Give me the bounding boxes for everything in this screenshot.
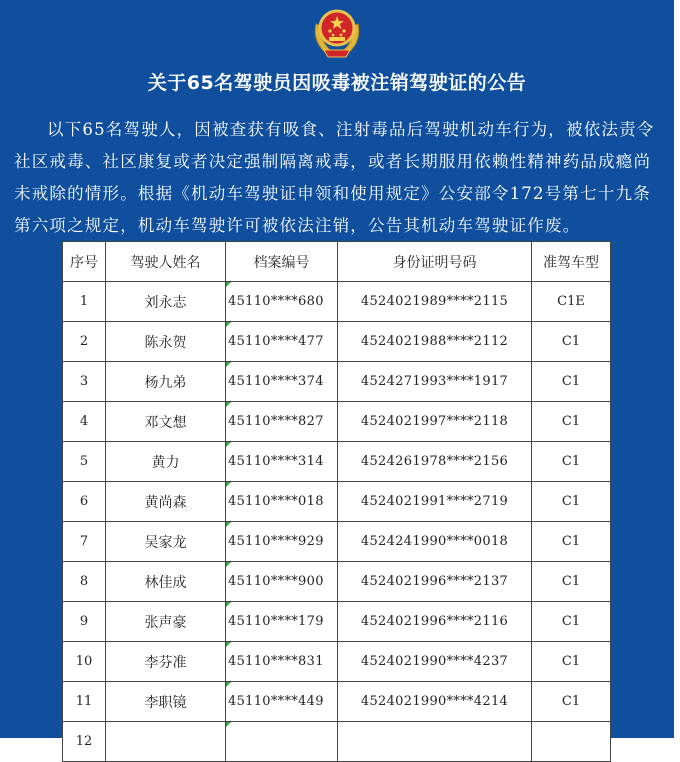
cell-name: 黄尚森: [106, 482, 226, 522]
cell-name: 陈永贺: [106, 322, 226, 362]
cell-file-no: [226, 722, 338, 762]
cell-seq: 1: [63, 282, 106, 322]
cell-seq: 10: [63, 642, 106, 682]
police-emblem-icon: [310, 4, 364, 60]
cell-id-no: 4524261978****2156: [338, 442, 532, 482]
table-row: [63, 642, 611, 682]
cell-name: 杨九弟: [106, 362, 226, 402]
cell-license-class: C1E: [532, 282, 611, 322]
cell-license-class: C1: [532, 682, 611, 722]
table-row: [63, 362, 611, 402]
cell-seq: 8: [63, 562, 106, 602]
table-row: [63, 322, 611, 362]
cell-name: 李芬准: [106, 642, 226, 682]
table-row: [63, 442, 611, 482]
cell-seq: 11: [63, 682, 106, 722]
table-row: [63, 722, 611, 762]
cell-license-class: C1: [532, 362, 611, 402]
table-row: [63, 562, 611, 602]
table-row: [63, 402, 611, 442]
header-seq: 序号: [63, 242, 106, 282]
cell-seq: 2: [63, 322, 106, 362]
cell-license-class: C1: [532, 482, 611, 522]
cell-id-no: 4524021996****2137: [338, 562, 532, 602]
cell-file-no: 45110****680: [226, 282, 338, 322]
header-id-no: 身份证明号码: [338, 242, 532, 282]
cell-license-class: C1: [532, 642, 611, 682]
cell-license-class: C1: [532, 402, 611, 442]
cell-license-class: C1: [532, 442, 611, 482]
cell-id-no: 4524021997****2118: [338, 402, 532, 442]
cell-id-no: 4524241990****0018: [338, 522, 532, 562]
cell-id-no: 4524021990****4237: [338, 642, 532, 682]
cell-seq: 3: [63, 362, 106, 402]
cell-license-class: C1: [532, 562, 611, 602]
cell-file-no: 45110****477: [226, 322, 338, 362]
cell-id-no: 4524271993****1917: [338, 362, 532, 402]
cell-file-no: 45110****314: [226, 442, 338, 482]
cell-seq: 4: [63, 402, 106, 442]
cell-file-no: 45110****831: [226, 642, 338, 682]
cell-id-no: 4524021988****2112: [338, 322, 532, 362]
cell-id-no: [338, 722, 532, 762]
cell-name: 李职镜: [106, 682, 226, 722]
cell-id-no: 4524021989****2115: [338, 282, 532, 322]
cell-id-no: 4524021996****2116: [338, 602, 532, 642]
table-row: [63, 602, 611, 642]
cell-name: 黄力: [106, 442, 226, 482]
cell-id-no: 4524021990****4214: [338, 682, 532, 722]
table-row: [63, 482, 611, 522]
drivers-table: [62, 241, 610, 762]
cell-license-class: [532, 722, 611, 762]
cell-license-class: C1: [532, 602, 611, 642]
cell-file-no: 45110****449: [226, 682, 338, 722]
table-row: [63, 282, 611, 322]
cell-file-no: 45110****900: [226, 562, 338, 602]
cell-name: 刘永志: [106, 282, 226, 322]
cell-file-no: 45110****018: [226, 482, 338, 522]
cell-seq: 6: [63, 482, 106, 522]
notice-title: 关于65名驾驶员因吸毒被注销驾驶证的公告: [147, 72, 527, 94]
header-license-class: 准驾车型: [532, 242, 611, 282]
header-file-no: 档案编号: [226, 242, 338, 282]
cell-name: 邓文想: [106, 402, 226, 442]
cell-seq: 5: [63, 442, 106, 482]
cell-file-no: 45110****179: [226, 602, 338, 642]
notice-body: 以下65名驾驶人，因被查获有吸食、注射毒品后驾驶机动车行为，被依法责令社区戒毒、社区康复或者决定强制隔离戒毒，或者长期服用依赖性精神药品成瘾尚未戒除的情形。根据《机动车驾驶证申领和使用规定》公安部令172号第七十九条第六项之规定，机动车驾驶许可被依法注销，公告其机动车驾驶证作废。: [14, 120, 655, 235]
cell-seq: 9: [63, 602, 106, 642]
cell-name: 张声豪: [106, 602, 226, 642]
cell-license-class: C1: [532, 522, 611, 562]
cell-seq: 7: [63, 522, 106, 562]
cell-file-no: 45110****827: [226, 402, 338, 442]
cell-name: 吴家龙: [106, 522, 226, 562]
cell-license-class: C1: [532, 322, 611, 362]
header-name: 驾驶人姓名: [106, 242, 226, 282]
table-header-row: [63, 242, 611, 282]
cell-seq: 12: [63, 722, 106, 762]
table-row: [63, 682, 611, 722]
table-row: [63, 522, 611, 562]
cell-id-no: 4524021991****2719: [338, 482, 532, 522]
cell-name: 林佳成: [106, 562, 226, 602]
cell-file-no: 45110****374: [226, 362, 338, 402]
cell-name: [106, 722, 226, 762]
cell-file-no: 45110****929: [226, 522, 338, 562]
